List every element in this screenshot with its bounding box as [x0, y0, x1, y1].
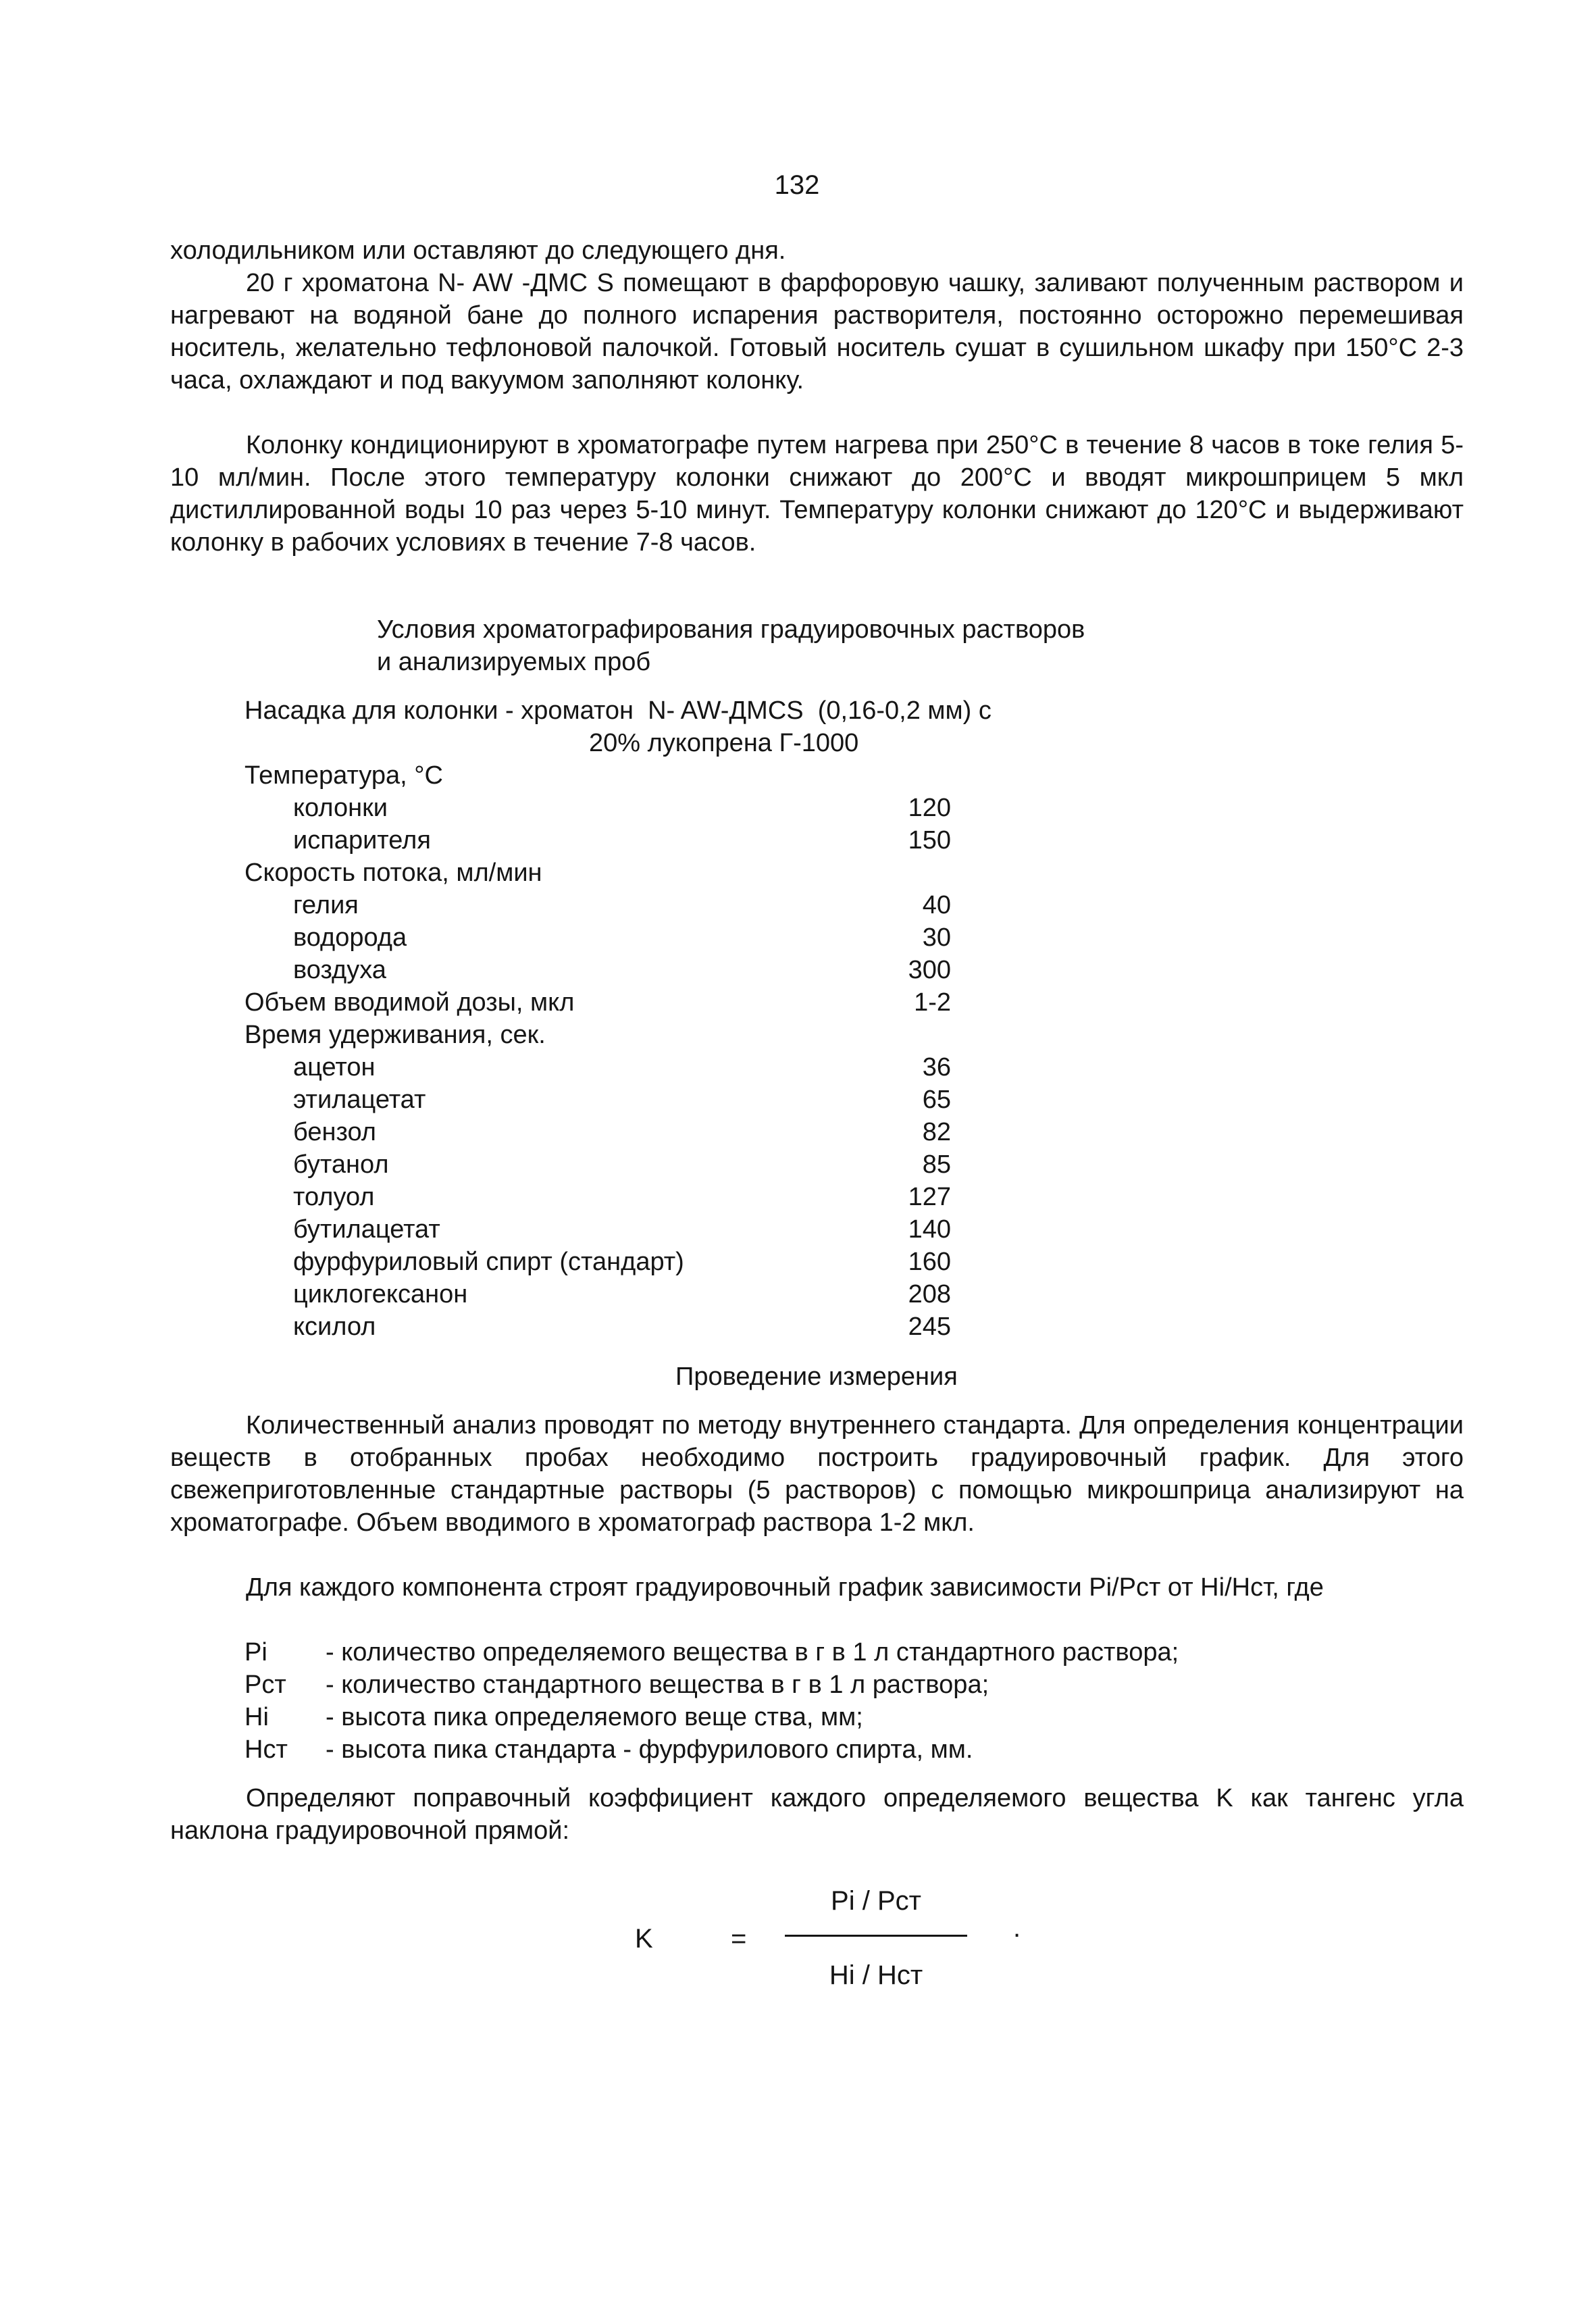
- conditions-label: ксилол: [293, 1313, 376, 1341]
- conditions-label: толуол: [293, 1183, 375, 1211]
- conditions-row: [244, 954, 1001, 986]
- section-heading-line-1: Условия хроматографирования градуировочных растворов: [377, 615, 1085, 644]
- coefficient-formula: [635, 1885, 1108, 2020]
- packing-line-1: Насадка для колонки - хроматон N- AW-ДМСS (0,16-0,2 мм) с: [244, 696, 992, 725]
- conditions-row: [244, 1116, 1001, 1148]
- conditions-row: [244, 1084, 1001, 1116]
- conditions-value: 85: [922, 1150, 951, 1179]
- conditions-value: 120: [908, 794, 951, 822]
- conditions-table: [244, 759, 1001, 1343]
- conditions-row: [244, 1311, 1001, 1343]
- definition-row: [244, 1733, 1460, 1766]
- paragraph-4: Количественный анализ проводят по методу внутреннего стандарта. Для определения концентрации веществ в отобранных пробах необходимо построить градуировочный график. Для этого свежеприготовленные стандартные растворы (5 растворов) с помощью микрошприца анализируют на хроматографе. Объем вводимого в хроматограф раствора 1-2 мкл.: [170, 1411, 1464, 1537]
- paragraph-1: холодильником или оставляют до следующего дня.: [170, 236, 786, 265]
- conditions-value: 300: [908, 956, 951, 984]
- conditions-row: [244, 824, 1001, 857]
- definition-symbol: Pi: [244, 1638, 267, 1667]
- conditions-row: [244, 921, 1001, 954]
- conditions-row: [244, 857, 1001, 889]
- conditions-label: бензол: [293, 1118, 376, 1146]
- conditions-row: [244, 889, 1001, 921]
- section-heading-measurement: Проведение измерения: [675, 1363, 958, 1391]
- conditions-label: циклогексанон: [293, 1280, 468, 1308]
- conditions-label: Время удерживания, сек.: [244, 1021, 546, 1049]
- conditions-value: 30: [922, 923, 951, 952]
- conditions-row: [244, 986, 1001, 1019]
- conditions-value: 127: [908, 1183, 951, 1211]
- conditions-label: Скорость потока, мл/мин: [244, 859, 542, 887]
- conditions-row: [244, 1246, 1001, 1278]
- definition-symbol: Pст: [244, 1671, 286, 1699]
- formula-numerator: Pi / Pст: [831, 1886, 921, 1916]
- formula-denominator: Hi / Hст: [829, 1960, 923, 1990]
- section-heading-line-2: и анализируемых проб: [377, 648, 651, 676]
- conditions-value: 150: [908, 826, 951, 855]
- conditions-label: испарителя: [293, 826, 431, 855]
- definition-row: [244, 1636, 1460, 1669]
- conditions-label: этилацетат: [293, 1086, 426, 1114]
- formula-equals: =: [731, 1924, 747, 1954]
- paragraph-2: 20 г хроматона N- AW -ДМС S помещают в фарфоровую чашку, заливают полученным раствором и нагревают на водяной бане до полного испарения растворителя, постоянно осторожно перемешивая носитель, желательно тефлоновой палочкой. Готовый носитель сушат в сушильном шкафу при 150°С 2-3 часа, охлаждают и под вакуумом заполняют колонку.: [170, 269, 1464, 395]
- conditions-value: 245: [908, 1313, 951, 1341]
- conditions-label: Объем вводимой дозы, мкл: [244, 988, 575, 1017]
- conditions-label: водорода: [293, 923, 407, 952]
- definition-symbol: Hi: [244, 1703, 269, 1731]
- packing-description: [244, 694, 1393, 759]
- definition-row: [244, 1669, 1460, 1701]
- conditions-label: колонки: [293, 794, 388, 822]
- page-number: 132: [774, 170, 820, 200]
- conditions-row: [244, 792, 1001, 824]
- conditions-label: гелия: [293, 891, 359, 919]
- conditions-value: 82: [922, 1118, 951, 1146]
- conditions-label: воздуха: [293, 956, 386, 984]
- paragraph-coefficient: [170, 1782, 1464, 1847]
- conditions-row: [244, 1051, 1001, 1084]
- conditions-value: 65: [922, 1086, 951, 1114]
- definition-symbol: Hст: [244, 1735, 288, 1764]
- paragraph-6: Определяют поправочный коэффициент каждого определяемого вещества K как тангенс угла наклона градуировочной прямой:: [170, 1784, 1464, 1845]
- conditions-value: 160: [908, 1248, 951, 1276]
- conditions-value: 36: [922, 1053, 951, 1082]
- conditions-label: Температура, °С: [244, 761, 443, 790]
- conditions-row: [244, 759, 1001, 792]
- paragraph-calibration: [170, 1571, 1464, 1604]
- conditions-row: [244, 1213, 1001, 1246]
- conditions-row: [244, 1278, 1001, 1311]
- conditions-label: бутилацетат: [293, 1215, 440, 1244]
- definition-text: - количество определяемого вещества в г в 1 л стандартного раствора;: [326, 1638, 1179, 1667]
- conditions-row: [244, 1019, 1001, 1051]
- packing-line-2: 20% лукопрена Г-1000: [589, 729, 859, 757]
- conditions-row: [244, 1148, 1001, 1181]
- conditions-value: 40: [922, 891, 951, 919]
- symbol-definitions: [244, 1636, 1460, 1766]
- conditions-label: бутанол: [293, 1150, 389, 1179]
- definition-text: - количество стандартного вещества в г в 1 л раствора;: [326, 1671, 989, 1699]
- definition-text: - высота пика стандарта - фурфурилового спирта, мм.: [326, 1735, 973, 1764]
- paragraph-5: Для каждого компонента строят градуировочный график зависимости Pi/Pст от Hi/Hст, где: [246, 1573, 1324, 1602]
- paragraph-conditioning: [170, 429, 1464, 559]
- definition-text: - высота пика определяемого веще ства, мм;: [326, 1703, 863, 1731]
- definition-row: [244, 1701, 1460, 1733]
- conditions-label: ацетон: [293, 1053, 376, 1082]
- formula-trailing-dot: .: [1013, 1913, 1021, 1943]
- paragraph-quantitative-analysis: [170, 1409, 1464, 1539]
- paragraph-carrier-preparation: [170, 267, 1464, 397]
- formula-fraction-bar: [785, 1935, 967, 1937]
- formula-lhs: K: [635, 1924, 653, 1954]
- conditions-value: 1-2: [914, 988, 951, 1017]
- conditions-value: 208: [908, 1280, 951, 1308]
- conditions-label: фурфуриловый спирт (стандарт): [293, 1248, 684, 1276]
- section-heading-conditions: [377, 613, 1322, 678]
- conditions-row: [244, 1181, 1001, 1213]
- paragraph-3: Колонку кондиционируют в хроматографе путем нагрева при 250°С в течение 8 часов в токе гелия 5-10 мл/мин. После этого температуру колонки снижают до 200°С и вводят микрошприцем 5 мкл дистиллированной воды 10 раз через 5-10 минут. Температуру колонки снижают до 120°С и выдерживают колонку в рабочих условиях в течение 7-8 часов.: [170, 431, 1464, 557]
- paragraph-continuation: [170, 234, 1464, 267]
- conditions-value: 140: [908, 1215, 951, 1244]
